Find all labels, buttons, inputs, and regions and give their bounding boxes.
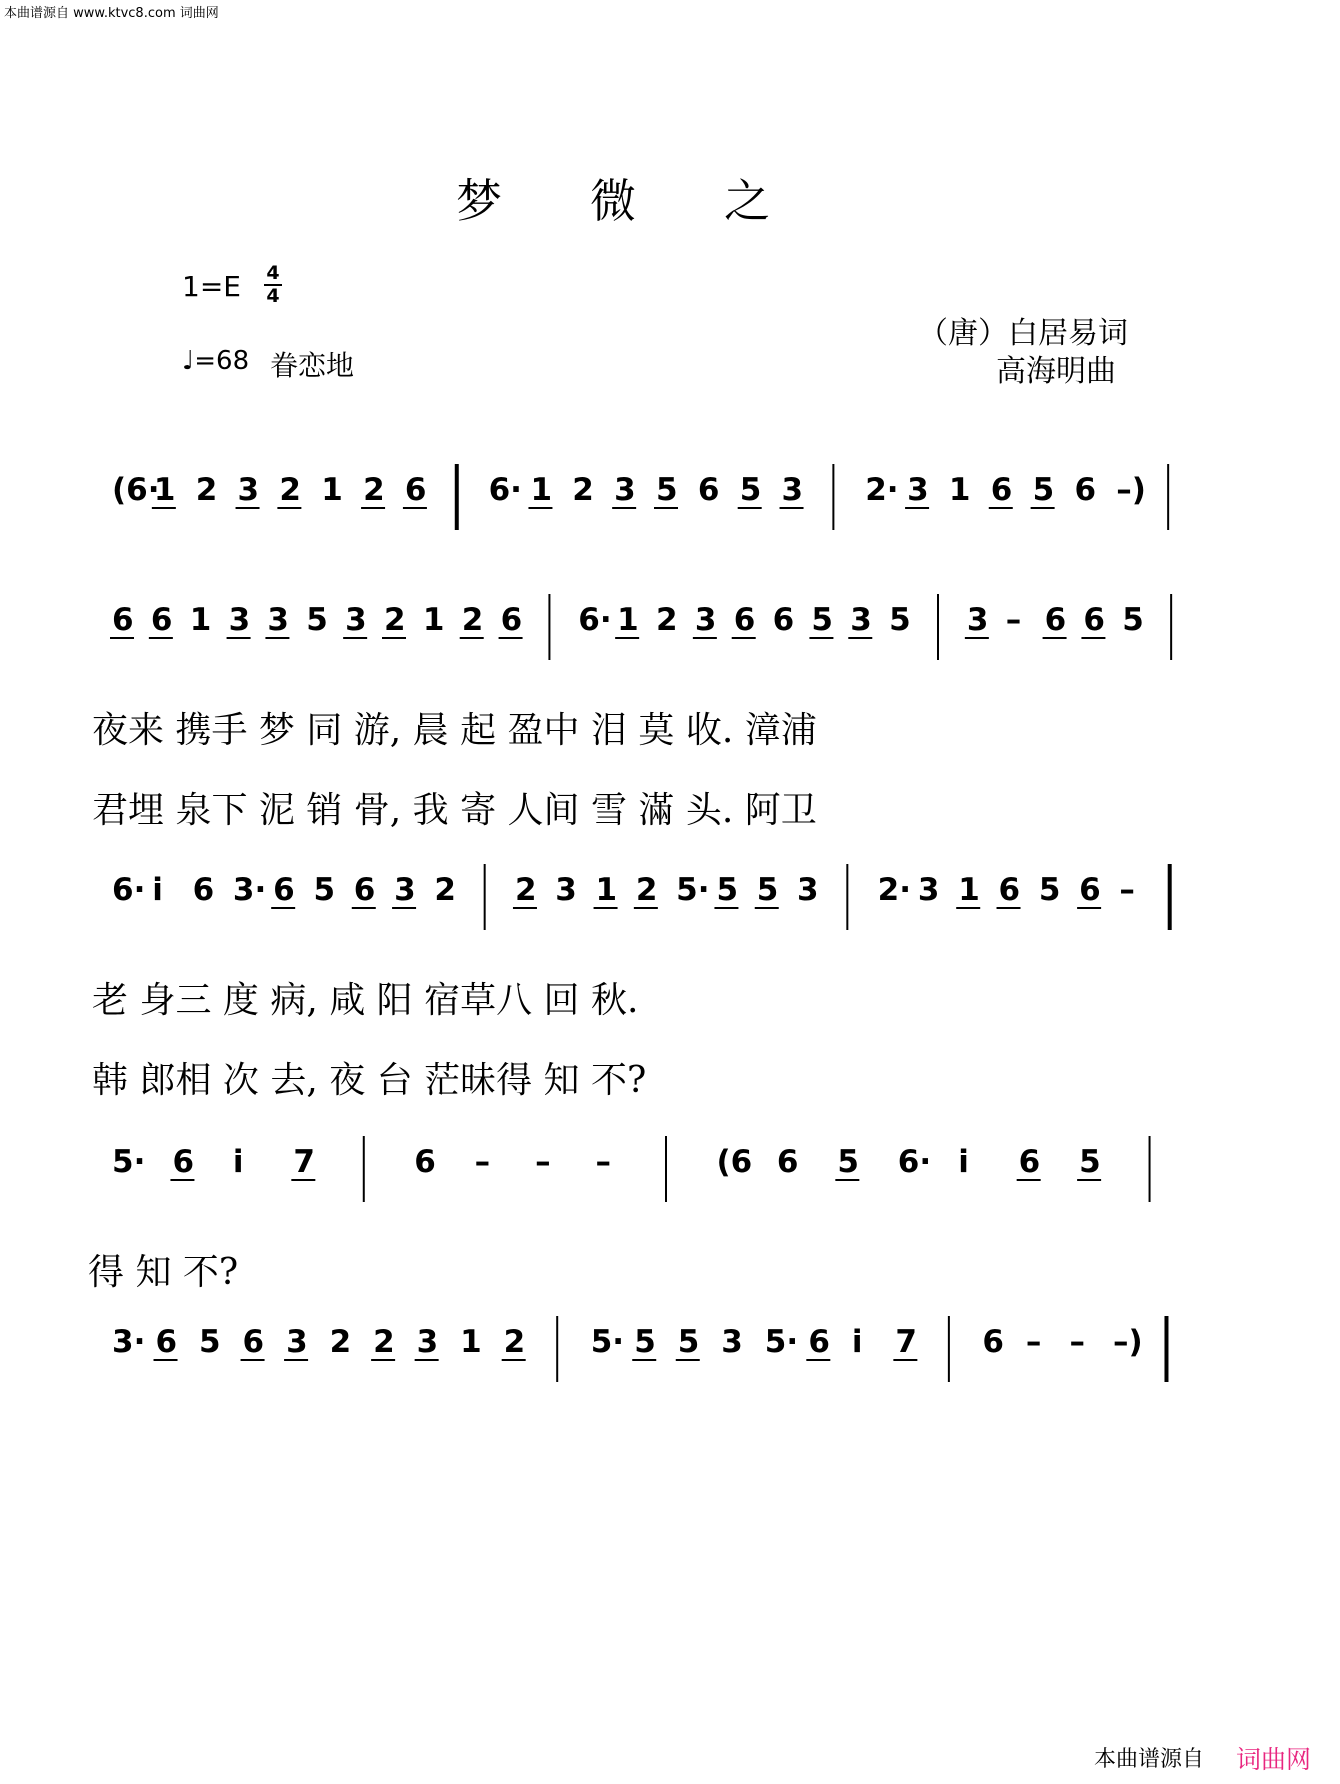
score-note: –: [535, 1144, 551, 1180]
score-note: 5: [634, 1324, 656, 1360]
score-note: 6: [1074, 472, 1097, 508]
score-note: 5·: [112, 1144, 146, 1180]
score-note: –): [1116, 472, 1146, 508]
score-note: 6: [998, 872, 1021, 908]
score-note: 6: [990, 472, 1013, 508]
title-char-3: 之: [724, 174, 770, 228]
score-note: 3: [966, 602, 989, 638]
tempo-mark: ♩=68: [182, 346, 250, 376]
score-note: i: [851, 1324, 863, 1360]
score-note: 5: [811, 602, 834, 638]
score-note: 2·: [865, 472, 899, 508]
score-note: 6: [172, 1144, 195, 1180]
score-note: 5: [739, 472, 762, 508]
score-note: 1: [530, 472, 553, 508]
source-header: 本曲谱源自 www.ktvc8.com 词曲网: [4, 6, 219, 21]
score-note: 3: [237, 472, 260, 508]
score-note: 3: [394, 872, 416, 908]
score-note: 2: [572, 472, 594, 508]
score-note: 3: [917, 872, 940, 908]
score-note: i: [958, 1144, 969, 1180]
score-note: 2: [434, 872, 456, 908]
score-note: 6: [242, 1324, 265, 1360]
score-note: 6: [500, 602, 523, 638]
score-note: 3·: [112, 1324, 146, 1360]
score-note: 5: [199, 1324, 221, 1360]
score-note: 6: [150, 602, 173, 638]
score-note: 5: [1122, 602, 1144, 638]
footer-source-label: 本曲谱源自: [1094, 1747, 1205, 1772]
lyric-line-4: 韩 郎相 次 去, 夜 台 茫昧得 知 不?: [92, 1060, 647, 1101]
score-note: 5: [756, 872, 779, 908]
score-note: 3: [850, 602, 872, 638]
score-note: 5: [1079, 1144, 1101, 1180]
score-note: –): [1112, 1324, 1143, 1360]
score-note: 3: [907, 472, 929, 508]
score-note: 6: [772, 602, 795, 638]
score-note: i: [232, 1144, 244, 1180]
score-note: 6: [776, 1144, 799, 1180]
score-note: 3: [694, 602, 717, 638]
score-note: 2: [363, 472, 385, 508]
score-note: 6·: [488, 472, 522, 508]
score-note: 5: [306, 602, 328, 638]
score-note: 7: [293, 1144, 315, 1180]
score-note: 5·: [676, 872, 710, 908]
score-note: 5: [677, 1324, 700, 1360]
time-sig-bottom: 4: [266, 285, 280, 307]
score-note: 1: [321, 472, 343, 508]
score-note: 5: [656, 472, 678, 508]
score-note: 6·: [112, 872, 146, 908]
score-note: 2: [514, 872, 537, 908]
score-note: 1: [189, 602, 212, 638]
score-note: 2: [503, 1324, 526, 1360]
score-note: 5·: [590, 1324, 625, 1360]
score-note: 6: [192, 872, 215, 908]
lyric-line-3: 老 身三 度 病, 咸 阳 宿草八 回 秋.: [92, 980, 639, 1021]
score-note: 3: [797, 872, 819, 908]
score-note: 3: [228, 602, 251, 638]
time-sig-top: 4: [266, 262, 280, 284]
score-note: 6: [404, 472, 427, 508]
score-note: 6: [155, 1324, 178, 1360]
score-note: 7: [895, 1324, 917, 1360]
score-note: 5·: [764, 1324, 799, 1360]
composer-credit: 高海明曲: [996, 354, 1116, 389]
score-note: 2: [461, 602, 484, 638]
score-note: 2: [279, 472, 301, 508]
score-note: 5: [837, 1144, 859, 1180]
score-note: 2: [635, 872, 658, 908]
score-note: –: [1119, 872, 1135, 908]
score-note: 6: [112, 602, 134, 638]
score-note: 2: [329, 1324, 352, 1360]
title-char-1: 梦: [456, 174, 502, 228]
score-note: 5: [1038, 872, 1061, 908]
score-note: 3: [416, 1324, 439, 1360]
score-note: 1: [617, 602, 639, 638]
score-note: 6·: [578, 602, 612, 638]
score-note: 1: [153, 472, 176, 508]
score-note: –: [1069, 1324, 1085, 1360]
score-note: 6: [273, 872, 295, 908]
score-note: 5: [716, 872, 739, 908]
score-note: 5: [1032, 472, 1055, 508]
score-note: 3: [267, 602, 290, 638]
score-note: 3: [345, 602, 367, 638]
key-signature: 1=E: [182, 270, 241, 303]
title-char-2: 微: [590, 174, 636, 228]
score-note: (6·: [112, 472, 160, 508]
score-note: 2: [195, 472, 218, 508]
expression-mark: 眷恋地: [270, 349, 355, 382]
score-note: 6: [1083, 602, 1106, 638]
score-note: 5: [889, 602, 911, 638]
score-note: 3: [614, 472, 636, 508]
footer-site-link[interactable]: 词曲网: [1236, 1745, 1312, 1774]
score-note: 3: [286, 1324, 308, 1360]
score-note: 6: [733, 602, 756, 638]
score-note: 6·: [897, 1144, 932, 1180]
score-note: 1: [948, 472, 971, 508]
score-note: –: [474, 1144, 491, 1180]
score-note: 3: [555, 872, 577, 908]
lyricist-credit: （唐）白居易词: [918, 316, 1128, 351]
score-note: 1: [595, 872, 618, 908]
lyric-line-5: 得 知 不?: [88, 1252, 239, 1293]
score-note: –: [1005, 602, 1022, 638]
score-note: –: [595, 1144, 612, 1180]
score-note: 6: [1044, 602, 1067, 638]
score-note: i: [152, 872, 163, 908]
score-note: –: [1025, 1324, 1042, 1360]
score-note: 6: [1018, 1144, 1041, 1180]
score-note: 1: [460, 1324, 482, 1360]
lyric-line-2: 君埋 泉下 泥 销 骨, 我 寄 人间 雪 滿 头. 阿卫: [92, 790, 817, 831]
score-note: 1: [958, 872, 980, 908]
score-note: 5: [313, 872, 336, 908]
lyric-line-1: 夜来 携手 梦 同 游, 晨 起 盈中 泪 莫 收. 漳浦: [92, 710, 817, 751]
score-note: 6: [353, 872, 376, 908]
score-note: 6: [414, 1144, 436, 1180]
score-note: 6: [697, 472, 720, 508]
score-note: 6: [982, 1324, 1004, 1360]
score-note: 2: [373, 1324, 395, 1360]
score-note: 6: [1079, 872, 1101, 908]
score-note: 3: [721, 1324, 743, 1360]
score-note: 1: [422, 602, 445, 638]
score-note: 2: [656, 602, 678, 638]
score-note: 2·: [877, 872, 911, 908]
score-note: 3: [781, 472, 804, 508]
score-note: 6: [808, 1324, 830, 1360]
score-note: 3·: [232, 872, 267, 908]
score-note: 2: [384, 602, 406, 638]
score-note: (6: [716, 1144, 753, 1180]
